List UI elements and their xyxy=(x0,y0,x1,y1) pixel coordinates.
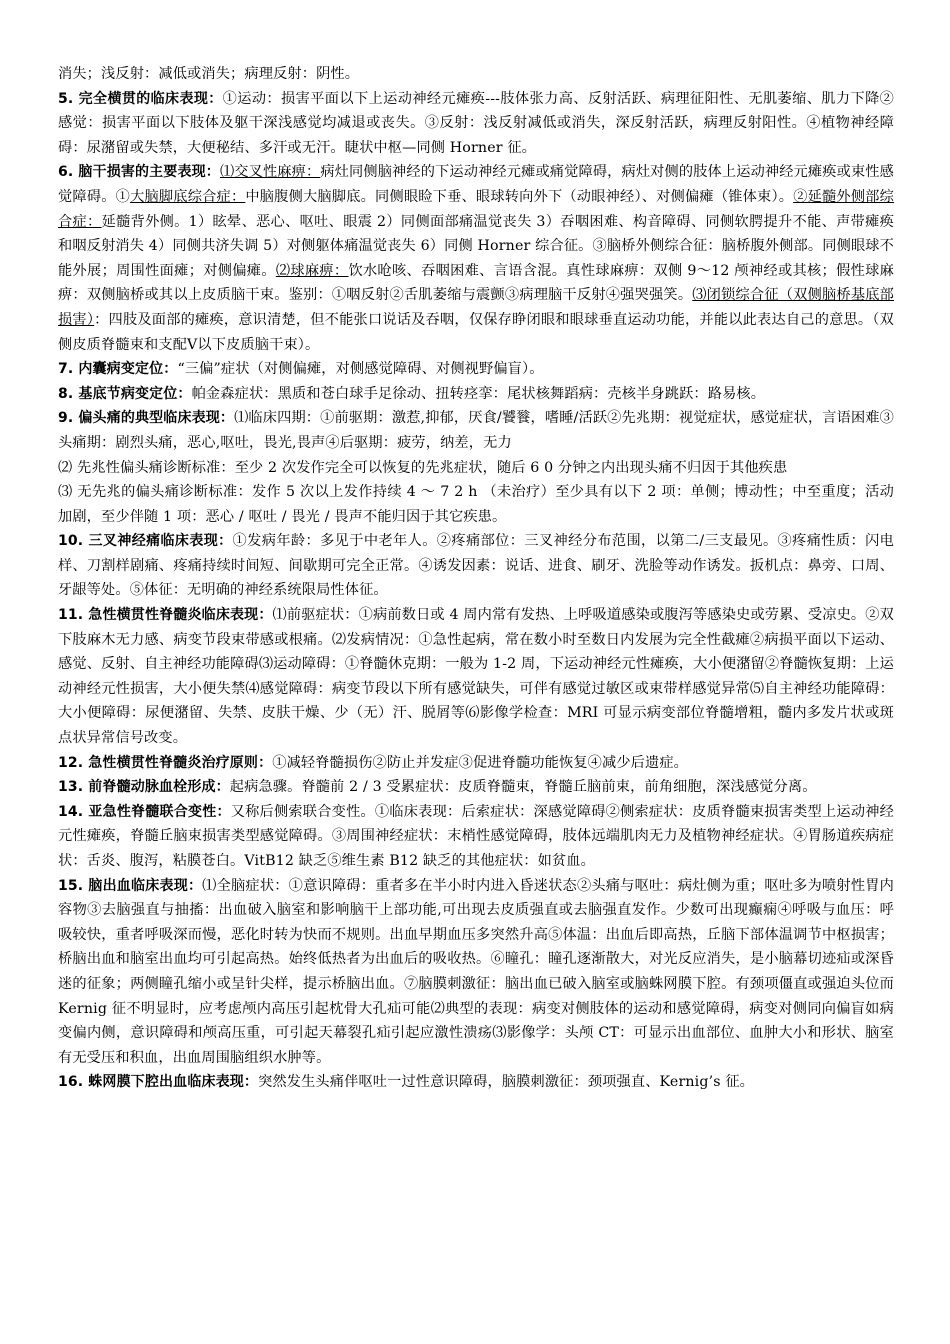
paragraph-text: ：四肢及面部的瘫痪，意识清楚，但不能张口说话及吞咽，仅保存睁闭眼和眼球垂直运动功能，并能以此表达自己的意思。（双侧皮质脊髓束和支配Ⅴ以下皮质脑干束）。 xyxy=(58,311,894,353)
paragraph-p9c xyxy=(58,480,894,529)
section-heading: 14. 亚急性脊髓联合变性： xyxy=(58,803,231,820)
section-heading: 7. 内囊病变定位： xyxy=(58,361,178,378)
section-heading: 10. 三叉神经痛临床表现： xyxy=(58,533,233,550)
paragraph-p16 xyxy=(58,1070,894,1095)
section-heading: 6. 脑干损害的主要表现： xyxy=(58,164,220,181)
paragraph-p10 xyxy=(58,529,894,603)
paragraph-p7 xyxy=(58,357,894,382)
section-heading: 15. 脑出血临床表现： xyxy=(58,877,203,894)
section-heading: 13. 前脊髓动脉血栓形成： xyxy=(58,779,230,796)
section-heading: 9. 偏头痛的典型临床表现： xyxy=(58,410,235,427)
paragraph-p6 xyxy=(58,160,894,357)
paragraph-p5 xyxy=(58,87,894,161)
underlined-term: ②延髓外侧部综合症： xyxy=(58,188,894,230)
paragraph-p11 xyxy=(58,603,894,751)
paragraph-text: 突然发生头痛伴呕吐一过性意识障碍，脑膜刺激征：颈项强直、Kernig’s 征。 xyxy=(258,1074,755,1091)
paragraph-text: 延髓背外侧。1）眩晕、恶心、呕吐、眼震 2）同侧面部痛温觉丧失 3）吞咽困难、构音障碍、同侧软腭提升不能、声带瘫痪和咽反射消失 4）同侧共济失调 5）对侧躯体痛温觉丧失 6）同侧 Horner 综合征。③脑桥外侧综合征：脑桥腹外侧部。同侧眼球不能外展；周围性面瘫；对侧偏瘫。 xyxy=(58,213,895,279)
paragraph-text: ⑴前驱症状：①病前数日或 4 周内常有发热、上呼吸道感染或腹泻等感染史或劳累、受凉史。②双下肢麻木无力感、病变节段束带感或根痛。⑵发病情况：①急性起病，常在数小时至数日内发展为完全性截瘫②病损平面以下运动、感觉、反射、自主神经功能障碍⑶运动障碍：①脊髓休克期：一般为 1-2 周，下运动神经元性瘫痪，大小便潴留②脊髓恢复期：上运动神经元性损害，大小便失禁⑷感觉障碍：病变节段以下所有感觉缺失，可伴有感觉过敏区或束带样感觉异常⑸自主神经功能障碍：大小便障碍：尿便潴留、失禁、皮肤干燥、少（无）汗、脱屑等⑹影像学检查：MRI 可显示病变部位脊髓增粗，髓内多发片状或斑点状异常信号改变。 xyxy=(58,607,894,747)
paragraph-text: 帕金森症状：黑质和苍白球手足徐动、扭转痉挛：尾状核舞蹈病：壳核半身跳跃：路易核。 xyxy=(191,385,766,402)
section-heading: 8. 基底节病变定位： xyxy=(58,385,192,402)
underlined-term: ⑶闭锁综合征（双侧脑桥基底部损害） xyxy=(58,287,894,328)
paragraph-p-cont xyxy=(58,62,894,87)
underlined-term: ⑵球麻痹： xyxy=(275,262,349,279)
paragraph-text: ①运动：损害平面以下上运动神经元瘫痪---肢体张力高、反射活跃、病理征阳性、无肌萎缩、肌力下降②感觉：损害平面以下肢体及躯干深浅感觉均减退或丧失。③反射：浅反射减低或消失，深反射活跃，病理反射阳性。④植物神经障碍：尿潴留或失禁，大便秘结、多汗或无汗。睫状中枢—同侧 Horner 征。 xyxy=(58,90,894,156)
paragraph-text: ⑵ 先兆性偏头痛诊断标准：至少 2 次发作完全可以恢复的先兆症状，随后 6 0 分钟之内出现头痛不归因于其他疾患 xyxy=(58,459,788,476)
section-heading: 5. 完全横贯的临床表现： xyxy=(58,90,223,107)
paragraph-p13 xyxy=(58,775,894,800)
document-body xyxy=(58,62,894,1095)
paragraph-text: 消失；浅反射：减低或消失；病理反射：阴性。 xyxy=(58,66,360,82)
paragraph-text: 又称后侧索联合变性。①临床表现：后索症状：深感觉障碍②侧索症状：皮质脊髓束损害类型上运动神经元性瘫痪，脊髓丘脑束损害类型感觉障碍。③周围神经症状：末梢性感觉障碍，肢体远端肌肉无力及植物神经症状。④胃肠道疾病症状：舌炎、腹泻，粘膜苍白。VitB12 缺乏⑤维生素 B12 缺乏的其他症状：如贫血。 xyxy=(58,803,894,869)
section-heading: 12. 急性横贯性脊髓炎治疗原则： xyxy=(58,754,273,771)
paragraph-text: ⑴临床四期：①前驱期：激惹,抑郁，厌食/饕餮，嗜睡/活跃②先兆期：视觉症状，感觉症状，言语困难③头痛期：剧烈头痛，恶心,呕吐，畏光,畏声④后驱期：疲劳，纳差，无力 xyxy=(58,410,894,451)
section-heading: 11. 急性横贯性脊髓炎临床表现： xyxy=(58,607,273,624)
paragraph-p14 xyxy=(58,800,894,874)
paragraph-text: “三偏”症状（对侧偏瘫，对侧感觉障碍、对侧视野偏盲）。 xyxy=(177,361,544,378)
paragraph-text: 饮水呛咳、吞咽困难、言语含混。真性球麻痹：双侧 9～12 颅神经或其核；假性球麻痹：双侧脑桥或其以上皮质脑干束。鉴别：①咽反射②舌肌萎缩与震颤③病理脑干反射④强哭强笑。 xyxy=(58,262,894,304)
paragraph-text: ⑶ 无先兆的偏头痛诊断标准：发作 5 次以上发作持续 4 ～ 7 2 h （未治疗）至少具有以下 2 项：单侧；博动性；中至重度；活动加剧，至少伴随 1 项：恶心 / 呕吐 / 畏光 / 畏声不能归因于其它疾患。 xyxy=(58,484,894,525)
paragraph-text: ①发病年龄：多见于中老年人。②疼痛部位：三叉神经分布范围，以第二/三支最见。③疼痛性质：闪电样、刀割样剧痛、疼痛持续时间短、间歇期可完全正常。④诱发因素：说话、进食、刷牙、洗脸等动作诱发。扳机点：鼻旁、口周、牙龈等处。⑤体征：无明确的神经系统限局性体征。 xyxy=(58,533,894,599)
paragraph-p9b xyxy=(58,456,894,481)
paragraph-p12 xyxy=(58,751,894,776)
paragraph-p9 xyxy=(58,406,894,455)
underlined-term: 大脑脚底综合症： xyxy=(130,188,246,205)
paragraph-text: 起病急骤。脊髓前 2 / 3 受累症状：皮质脊髓束，脊髓丘脑前束，前角细胞，深浅感觉分离。 xyxy=(229,779,817,796)
paragraph-text: ⑴全脑症状：①意识障碍：重者多在半小时内进入昏迷状态②头痛与呕吐：病灶侧为重；呕吐多为喷射性胃内容物③去脑强直与抽搐：出血破入脑室和影响脑干上部功能,可出现去皮质强直或去脑强直发作。少数可出现癫痫④呼吸与血压：呼吸较快，重者呼吸深而慢，恶化时转为快而不规则。出血早期血压多突然升高⑤体温：出血后即高热，丘脑下部体温调节中枢损害；桥脑出血和脑室出血均可引起高热。始终低热者为出血后的吸收热。⑥瞳孔：瞳孔逐渐散大，对光反应消失，是小脑幕切迹疝或深昏迷的征象；两侧瞳孔缩小或呈针尖样，提示桥脑出血。⑦脑膜刺激征：脑出血已破入脑室或脑蛛网膜下腔。有颈项僵直或强迫头位而 Kernig 征不明显时，应考虑颅内高压引起枕骨大孔疝可能⑵典型的表现：病变对侧肢体的运动和感觉障碍，病变对侧同向偏盲如病变偏内侧，意识障碍和颅高压重，可引起天幕裂孔疝引起应激性溃疡⑶影像学：头颅 CT：可显示出血部位、血肿大小和形状、脑室有无受压和积血，出血周围脑组织水肿等。 xyxy=(58,877,894,1066)
paragraph-text: 中脑腹侧大脑脚底。同侧眼睑下垂、眼球转向外下（动眼神经）、对侧偏瘫（锥体束）。 xyxy=(245,188,794,205)
paragraph-p8 xyxy=(58,382,894,407)
section-heading: 16. 蛛网膜下腔出血临床表现： xyxy=(58,1074,259,1091)
paragraph-text: 病灶同侧脑神经的下运动神经元瘫或痛觉障碍，病灶对侧的肢体上运动神经元瘫痪或束性感觉障碍。① xyxy=(58,164,894,205)
paragraph-p15 xyxy=(58,874,894,1071)
underlined-term: ⑴交叉性麻痹： xyxy=(219,164,321,181)
paragraph-text: ①减轻脊髓损伤②防止并发症③促进脊髓功能恢复④减少后遗症。 xyxy=(272,754,689,771)
